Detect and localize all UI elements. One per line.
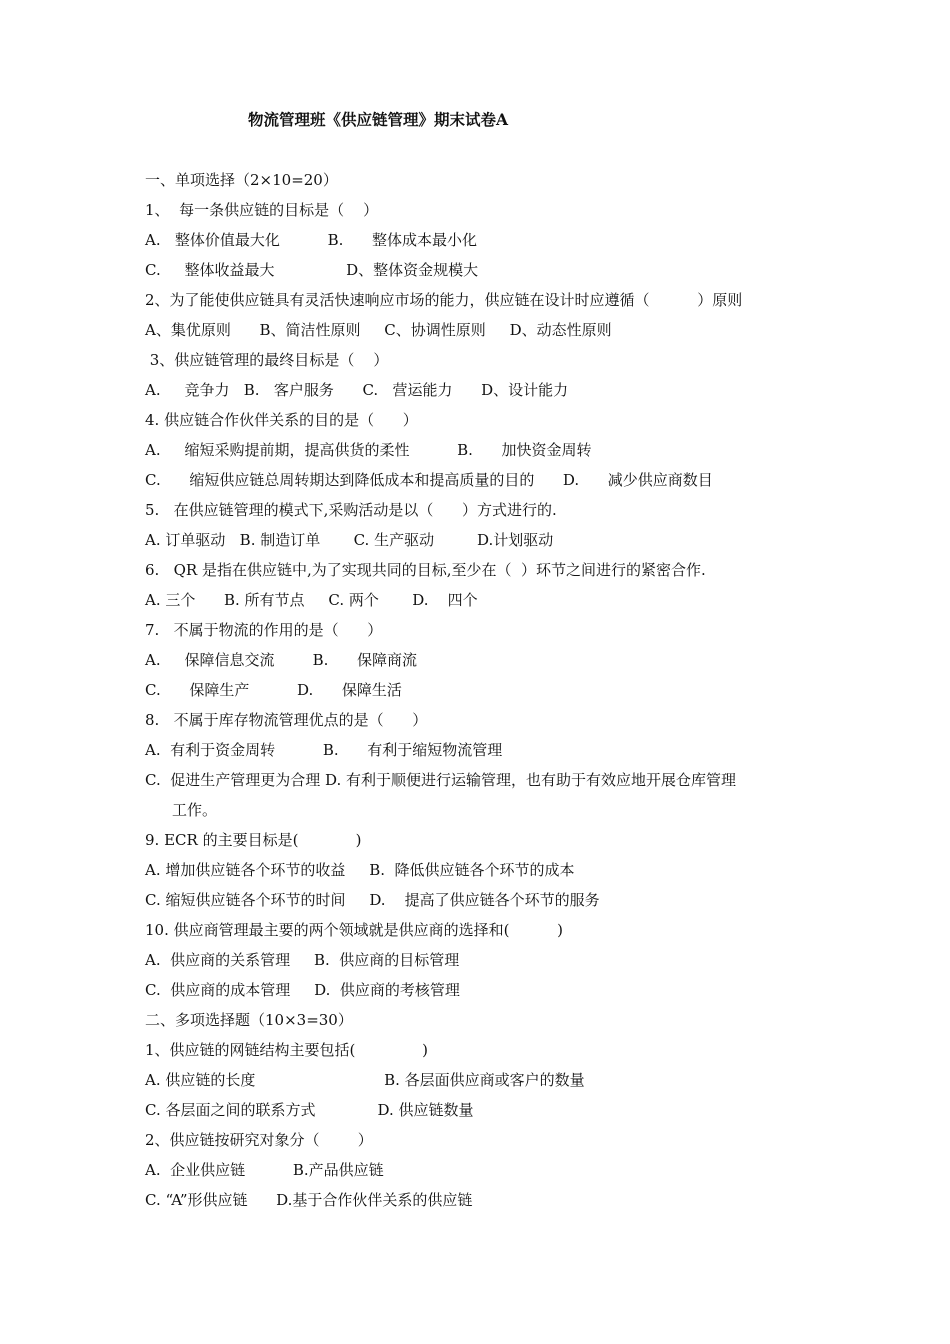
question-4: 4. 供应链合作伙伴关系的目的是（ ）	[145, 411, 418, 429]
question-8-options-ab: A. 有利于资金周转 B. 有利于缩短物流管理	[145, 741, 503, 759]
exam-title: 物流管理班《供应链管理》期末试卷A	[248, 110, 509, 129]
question-5-options: A. 订单驱动 B. 制造订单 C. 生产驱动 D.计划驱动	[145, 531, 554, 549]
question-10: 10. 供应商管理最主要的两个领域就是供应商的选择和( )	[145, 921, 564, 939]
question-1: 1、 每一条供应链的目标是（ ）	[145, 201, 379, 219]
section-heading-multiple-choice: 二、多项选择题（10×3=30）	[145, 1011, 353, 1029]
question-3: 3、供应链管理的最终目标是（ ）	[145, 351, 389, 369]
mc-question-1-options-cd: C. 各层面之间的联系方式 D. 供应链数量	[145, 1101, 474, 1119]
question-4-options-cd: C. 缩短供应链总周转期达到降低成本和提高质量的目的 D. 减少供应商数目	[145, 471, 713, 489]
question-9-options-ab: A. 增加供应链各个环节的收益 B. 降低供应链各个环节的成本	[145, 861, 575, 879]
question-6-options: A. 三个 B. 所有节点 C. 两个 D. 四个	[145, 591, 478, 609]
question-2-options: A、集优原则 B、简洁性原则 C、协调性原则 D、动态性原则	[145, 321, 612, 339]
question-8: 8. 不属于库存物流管理优点的是（ ）	[145, 711, 428, 729]
mc-question-1-options-ab: A. 供应链的长度 B. 各层面供应商或客户的数量	[145, 1071, 585, 1089]
mc-question-1: 1、供应链的网链结构主要包括( )	[145, 1041, 429, 1059]
section-heading-single-choice: 一、单项选择（2×10=20）	[145, 171, 338, 189]
question-6: 6. QR 是指在供应链中,为了实现共同的目标,至少在（ ）环节之间进行的紧密合作.	[145, 561, 706, 579]
question-1-options-cd: C. 整体收益最大 D、整体资金规模大	[145, 261, 479, 279]
question-2: 2、为了能使供应链具有灵活快速响应市场的能力，供应链在设计时应遵循（ ）原则	[145, 291, 743, 309]
question-7-options-ab: A. 保障信息交流 B. 保障商流	[145, 651, 417, 669]
question-1-options-ab: A. 整体价值最大化 B. 整体成本最小化	[145, 231, 477, 249]
question-8-options-cd: C. 促进生产管理更为合理 D. 有利于顺便进行运输管理，也有助于有效应地开展仓库管理	[145, 771, 737, 789]
question-3-options: A. 竞争力 B. 客户服务 C. 营运能力 D、设计能力	[145, 381, 569, 399]
question-8-options-continuation: 工作。	[172, 801, 218, 819]
question-4-options-ab: A. 缩短采购提前期，提高供货的柔性 B. 加快资金周转	[145, 441, 592, 459]
question-9-options-cd: C. 缩短供应链各个环节的时间 D. 提高了供应链各个环节的服务	[145, 891, 600, 909]
mc-question-2-options-cd: C. “A”形供应链 D.基于合作伙伴关系的供应链	[145, 1191, 473, 1209]
question-5: 5. 在供应链管理的模式下,采购活动是以（ ）方式进行的.	[145, 501, 557, 519]
mc-question-2-options-ab: A. 企业供应链 B.产品供应链	[145, 1161, 384, 1179]
question-7-options-cd: C. 保障生产 D. 保障生活	[145, 681, 402, 699]
question-10-options-ab: A. 供应商的关系管理 B. 供应商的目标管理	[145, 951, 460, 969]
question-9: 9. ECR 的主要目标是( )	[145, 831, 362, 849]
question-7: 7. 不属于物流的作用的是（ ）	[145, 621, 383, 639]
mc-question-2: 2、供应链按研究对象分（ ）	[145, 1131, 373, 1149]
question-10-options-cd: C. 供应商的成本管理 D. 供应商的考核管理	[145, 981, 460, 999]
